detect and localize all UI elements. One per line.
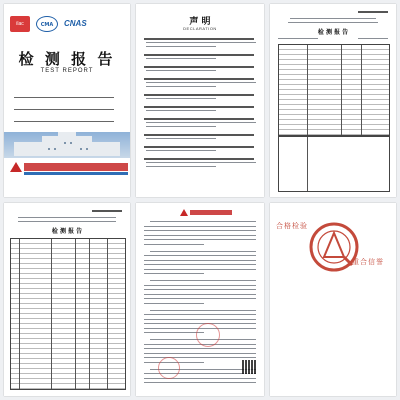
certificate-right-text: 重合信誉 xyxy=(352,258,384,266)
laboratory-logo-icon xyxy=(180,209,188,216)
report-info-table xyxy=(278,44,390,136)
report-info-title: 检 测 报 告 xyxy=(317,29,349,36)
ilac-logo-icon: ilac xyxy=(10,16,30,32)
lab-name-banner xyxy=(4,160,130,176)
seal-icon xyxy=(158,357,180,379)
declaration-subtitle: DECLARATION xyxy=(183,26,217,31)
results-title: 检 测 报 告 xyxy=(51,228,83,235)
conclusion-box xyxy=(278,136,390,192)
cnas-logo-icon: CNAS xyxy=(64,19,87,28)
sample-name-line xyxy=(14,97,114,98)
stamp-icon xyxy=(196,323,220,347)
certificate-page xyxy=(270,203,396,396)
building-photo xyxy=(4,132,130,158)
cover-title: 检 测 报 告 xyxy=(18,50,116,68)
results-table xyxy=(10,238,126,390)
test-results-page xyxy=(4,203,130,396)
test-category-line xyxy=(14,121,114,122)
client-line xyxy=(14,109,114,110)
cover-subtitle: TEST REPORT xyxy=(40,68,94,74)
remarks-page xyxy=(136,203,264,396)
report-cover-page xyxy=(4,4,130,197)
laboratory-logo-icon xyxy=(10,162,22,172)
declaration-title: 声 明 xyxy=(189,17,211,27)
certificate-left-text: 合格检验 xyxy=(276,222,308,230)
cma-logo-icon: CMA xyxy=(36,16,58,32)
accreditation-logos xyxy=(10,16,110,32)
report-info-page xyxy=(270,4,396,197)
qr-code-icon xyxy=(242,360,256,374)
declaration-page xyxy=(136,4,264,197)
